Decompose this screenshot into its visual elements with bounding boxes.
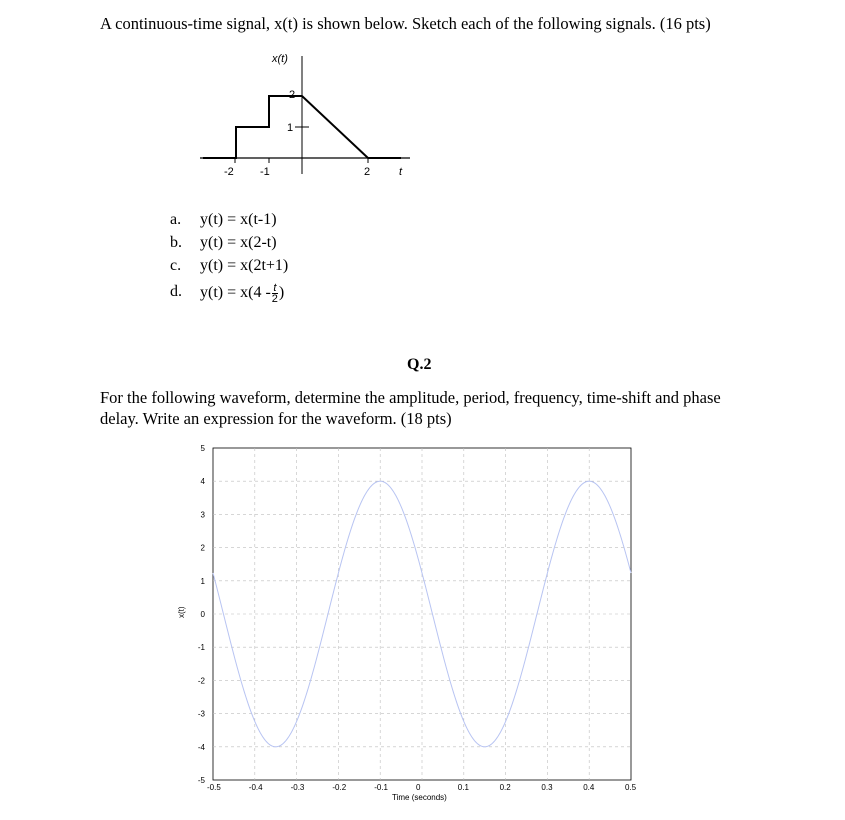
plot-ticks bbox=[198, 444, 637, 792]
y-tick-label: -3 bbox=[197, 709, 205, 719]
part-a bbox=[170, 211, 288, 234]
q2-prompt: For the following waveform, determine the amplitude, period, frequency, time-shift and phase delay. Write an expression for the waveform. (18 pts) bbox=[100, 388, 721, 428]
part-expression bbox=[200, 283, 284, 304]
sig-xlabel-minus2: -2 bbox=[224, 166, 234, 178]
part-expr-suffix: ) bbox=[278, 284, 285, 302]
y-tick-label: 1 bbox=[200, 576, 205, 586]
part-expression: y(t) = x(2t+1) bbox=[200, 257, 289, 274]
x-tick-label: 0.1 bbox=[457, 783, 469, 792]
wave-ylabel: x(t) bbox=[177, 606, 186, 618]
part-letter: d. bbox=[170, 283, 182, 300]
x-tick-label: -0.5 bbox=[207, 783, 221, 792]
y-tick-label: 2 bbox=[200, 543, 205, 553]
part-expr-prefix: y(t) = x(4 - bbox=[200, 284, 271, 302]
part-b bbox=[170, 234, 288, 257]
x-tick-label: 0.3 bbox=[541, 783, 553, 792]
y-tick-label: -4 bbox=[197, 742, 205, 752]
sig-title: x(t) bbox=[272, 53, 288, 65]
part-d bbox=[170, 283, 288, 306]
q1-prompt: A continuous-time signal, x(t) is shown below. Sketch each of the following signals. (16 pts) bbox=[100, 14, 711, 33]
part-letter: b. bbox=[170, 234, 182, 251]
part-c bbox=[170, 257, 288, 280]
sig-xlabel-2: 2 bbox=[364, 166, 371, 178]
y-tick-label: -1 bbox=[197, 643, 205, 653]
plot-grid bbox=[213, 448, 631, 780]
sig-label-2: 2 bbox=[289, 89, 296, 101]
x-tick-label: -0.1 bbox=[374, 783, 388, 792]
fraction-denominator: 2 bbox=[271, 293, 278, 305]
y-tick-label: -5 bbox=[197, 776, 205, 785]
part-letter: c. bbox=[170, 257, 182, 274]
signal-plot bbox=[190, 48, 430, 188]
y-tick-label: 0 bbox=[200, 610, 205, 619]
wave-xlabel: Time (seconds) bbox=[392, 793, 447, 802]
fraction-numerator: t bbox=[273, 282, 277, 294]
sig-xlabel-minus1: -1 bbox=[260, 166, 270, 178]
waveform-plot bbox=[170, 440, 645, 812]
x-tick-label: 0 bbox=[416, 783, 421, 792]
y-tick-label: -2 bbox=[197, 676, 205, 686]
x-tick-label: 0.4 bbox=[583, 783, 595, 792]
y-tick-label: 4 bbox=[200, 477, 205, 487]
y-tick-label: 5 bbox=[200, 444, 205, 453]
y-tick-label: 3 bbox=[200, 510, 205, 520]
x-tick-label: 0.2 bbox=[499, 783, 511, 792]
x-tick-label: -0.4 bbox=[248, 783, 263, 792]
sig-xlabel-t: t bbox=[399, 166, 403, 178]
x-tick-label: 0.5 bbox=[625, 783, 637, 792]
fraction bbox=[272, 283, 278, 304]
part-expression: y(t) = x(t-1) bbox=[200, 211, 277, 228]
q2-heading: Q.2 bbox=[407, 356, 432, 373]
x-tick-label: -0.2 bbox=[332, 783, 347, 792]
part-expression: y(t) = x(2-t) bbox=[200, 234, 277, 251]
q1-parts-list bbox=[170, 211, 288, 306]
part-letter: a. bbox=[170, 211, 182, 228]
sig-label-1: 1 bbox=[287, 122, 294, 134]
x-tick-label: -0.3 bbox=[290, 783, 305, 792]
